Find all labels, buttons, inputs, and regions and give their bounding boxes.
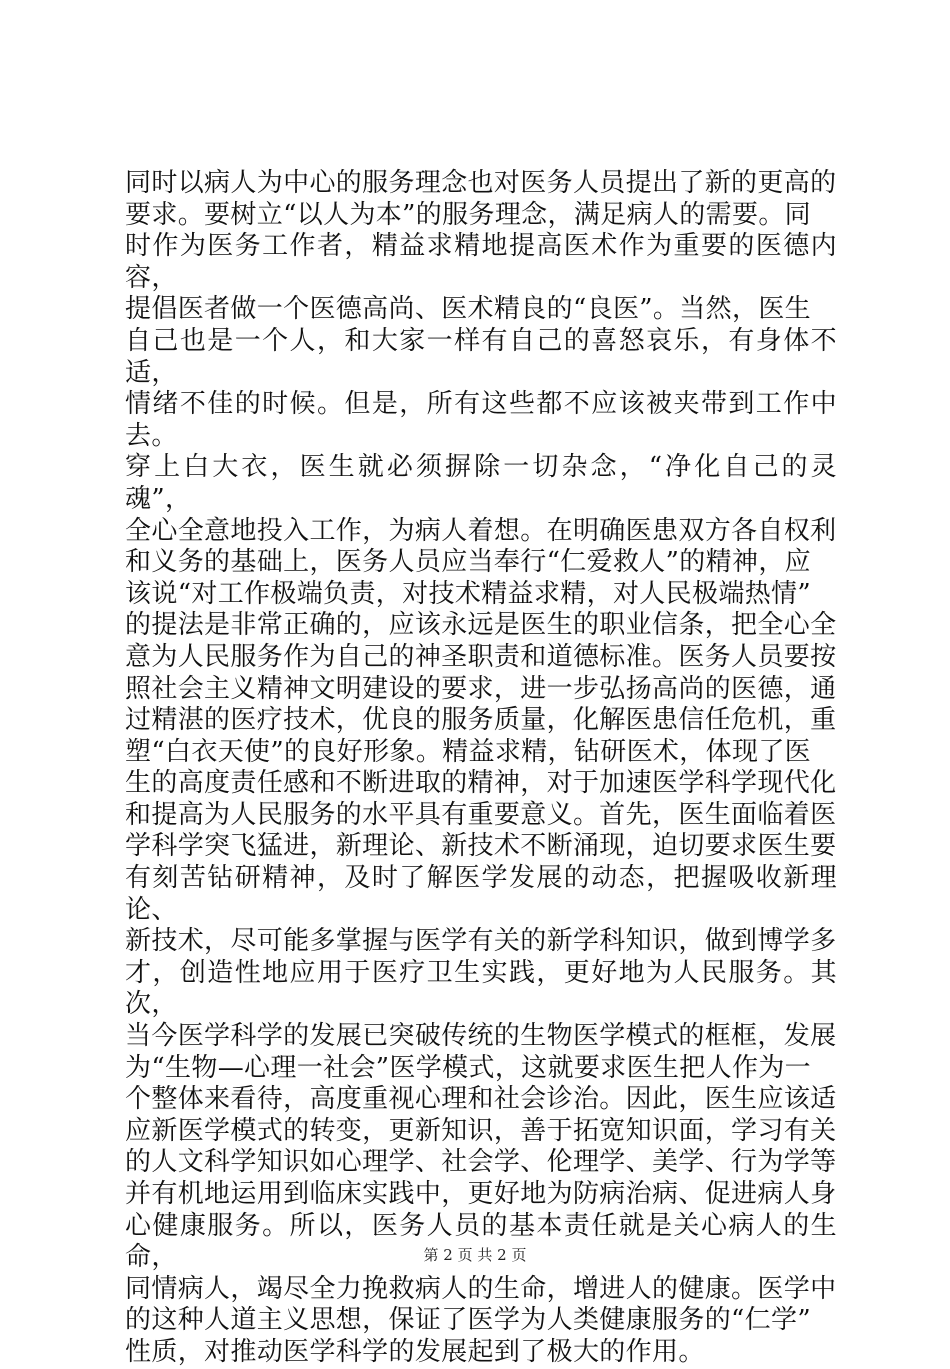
body-paragraph: 同时以病人为中心的服务理念也对医务人员提出了新的更高的 要求。要树立“以人为本”的服务理念，满足病人的需要。同 时作为医务工作者，精益求精地提高医术作为重要的医德内容， 提倡医者做一个医德高尚、医术精良的“良医”。当然，医生 自己也是一个人，和大家一样有自己的喜怒哀乐，有身体不适， 情绪不佳的时候。但是，所有这些都不应该被夹带到工作中去。 穿上白大衣，医生就必须摒除一切杂念，“净化自己的灵魂”， 全心全意地投入工作，为病人着想。在明确医患双方各自权利 和义务的基础上，医务人员应当奉行“仁爱救人”的精神，应 该说“对工作极端负责，对技术精益求精，对人民极端热情” 的提法是非常正确的，应该永远是医生的职业信条，把全心全 意为人民服务作为自己的神圣职责和道德标准。医务人员要按 照社会主义精神文明建设的要求，进一步弘扬高尚的医德，通 过精湛的医疗技术，优良的服务质量，化解医患信任危机，重 塑“白衣天使”的良好形象。精益求精，钻研医术，体现了医 生的高度责任感和不断进取的精神，对于加速医学科学现代化 和提高为人民服务的水平具有重要意义。首先，医生面临着医 学科学突飞猛进，新理论、新技术不断涌现，迫切要求医生要 有刻苦钻研精神，及时了解医学发展的动态，把握吸收新理论、 新技术，尽可能多掌握与医学有关的新学科知识，做到博学多 才，创造性地应用于医疗卫生实践，更好地为人民服务。其次， 当今医学科学的发展已突破传统的生物医学模式的框框，发展 为“生物—心理一社会”医学模式，这就要求医生把人作为一 个整体来看待，高度重视心理和社会诊治。因此，医生应该适 应新医学模式的转变，更新知识，善于拓宽知识面，学习有关 的人文科学知识如心理学、社会学、伦理学、美学、行为学等 并有机地运用到临床实践中，更好地为防病治病、促进病人身 心健康服务。所以，医务人员的基本责任就是关心病人的生命， 同情病人，竭尽全力挽救病人的生命，增进人的健康。医学中 的这种人道主义思想，保证了医学为人类健康服务的“仁学” 性质，对推动医学科学的发展起到了极大的作用。: [125, 168, 837, 1367]
page-footer: 第 2 页 共 2 页: [423, 1246, 527, 1264]
